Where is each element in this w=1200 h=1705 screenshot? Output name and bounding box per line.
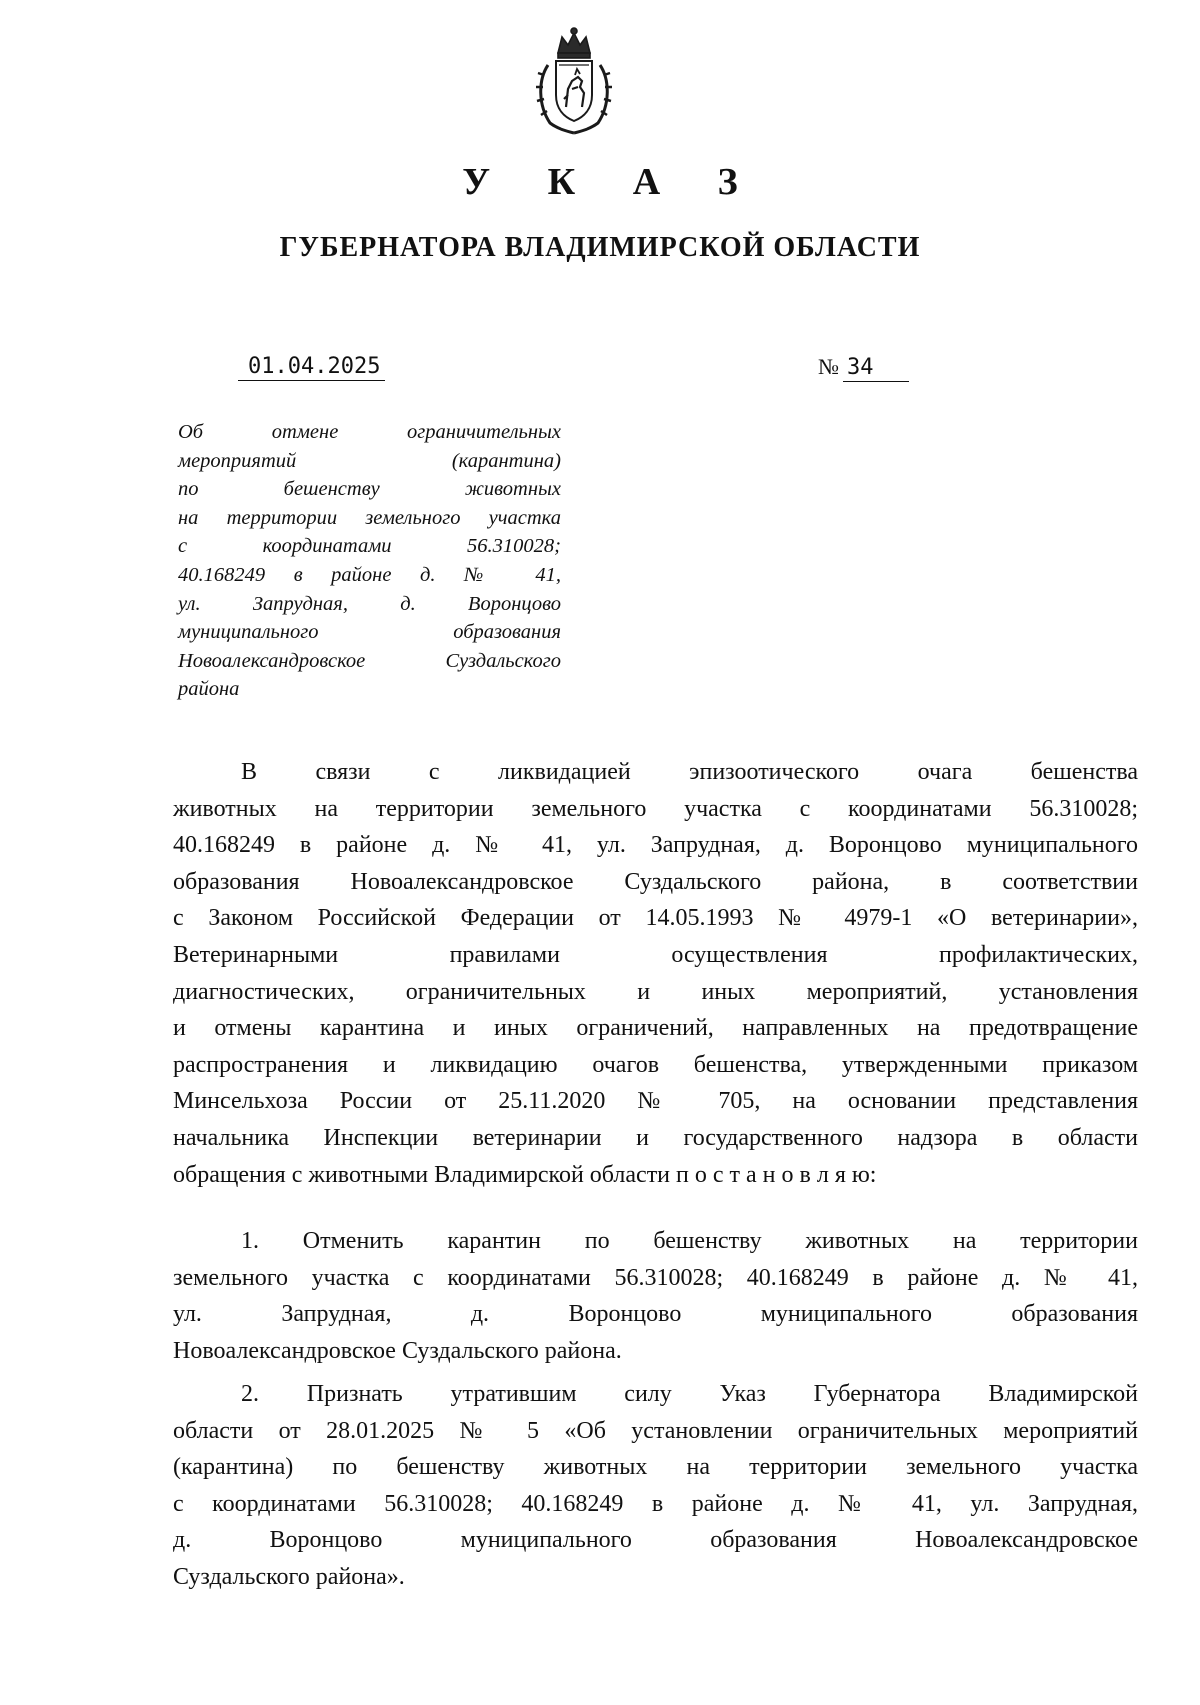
- body-line: Минсельхоза России от 25.11.2020 № 705, на основании представления: [173, 1088, 1138, 1115]
- body-line: распространения и ликвидацию очагов бешенства, утвержденными приказом: [173, 1051, 1138, 1078]
- subject-line: на территории земельного участка: [178, 506, 561, 529]
- document-number: [818, 354, 909, 382]
- body-line: начальника Инспекции ветеринарии и государственного надзора в области: [173, 1124, 1138, 1151]
- subject-line: мероприятий (карантина): [178, 449, 561, 472]
- body-line: 1. Отменить карантин по бешенству животных на территории: [241, 1228, 1138, 1254]
- body-line: д. Воронцово муниципального образования Новоалександровское: [173, 1527, 1138, 1554]
- body-line: земельного участка с координатами 56.310028; 40.168249 в районе д. № 41,: [173, 1264, 1138, 1291]
- body-line: ул. Запрудная, д. Воронцово муниципального образования: [173, 1301, 1138, 1328]
- issuer-title: ГУБЕРНАТОРА ВЛАДИМИРСКОЙ ОБЛАСТИ: [279, 232, 921, 263]
- body-line: Ветеринарными правилами осуществления профилактических,: [173, 941, 1138, 968]
- number-value: 34: [843, 355, 909, 382]
- document-date: 01.04.2025: [238, 354, 385, 381]
- body-line: обращения с животными Владимирской области п о с т а н о в л я ю:: [173, 1161, 877, 1188]
- body-line: диагностических, ограничительных и иных мероприятий, установления: [173, 978, 1138, 1005]
- subject-line: ул. Запрудная, д. Воронцово: [178, 592, 561, 615]
- subject-line: Об отмене ограничительных: [178, 421, 561, 443]
- subject-line: с координатами 56.310028;: [178, 535, 561, 558]
- body-line: животных на территории земельного участка с координатами 56.310028;: [173, 795, 1138, 822]
- subject-line: муниципального образования: [178, 621, 561, 644]
- number-label: №: [818, 354, 839, 379]
- body-line: (карантина) по бешенству животных на территории земельного участка: [173, 1454, 1138, 1481]
- document-subject: [178, 418, 561, 704]
- item-1-paragraph: [173, 1223, 1138, 1369]
- subject-line: 40.168249 в районе д. № 41,: [178, 563, 561, 586]
- subject-line: Новоалександровское Суздальского: [178, 649, 561, 672]
- body-line: образования Новоалександровское Суздальского района, в соответствии: [173, 868, 1138, 895]
- body-line: 2. Признать утратившим силу Указ Губернатора Владимирской: [241, 1381, 1138, 1407]
- item-2-paragraph: [173, 1376, 1138, 1596]
- body-line: с Законом Российской Федерации от 14.05.1993 № 4979-1 «О ветеринарии»,: [173, 905, 1138, 932]
- body-line: Новоалександровское Суздальского района.: [173, 1337, 622, 1364]
- subject-line: района: [178, 678, 240, 701]
- vladimir-oblast-coat-of-arms-icon: [528, 25, 620, 137]
- body-line: 40.168249 в районе д. № 41, ул. Запрудная, д. Воронцово муниципального: [173, 832, 1138, 859]
- document-type-title: У К А З: [462, 161, 762, 203]
- subject-line: по бешенству животных: [178, 478, 561, 501]
- body-line: и отмены карантина и иных ограничений, направленных на предотвращение: [173, 1015, 1138, 1042]
- body-line: В связи с ликвидацией эпизоотического очага бешенства: [241, 759, 1138, 785]
- body-line: с координатами 56.310028; 40.168249 в районе д. № 41, ул. Запрудная,: [173, 1490, 1138, 1517]
- body-line: области от 28.01.2025 № 5 «Об установлении ограничительных мероприятий: [173, 1417, 1138, 1444]
- body-line: Суздальского района».: [173, 1563, 405, 1590]
- preamble-paragraph: [173, 754, 1138, 1193]
